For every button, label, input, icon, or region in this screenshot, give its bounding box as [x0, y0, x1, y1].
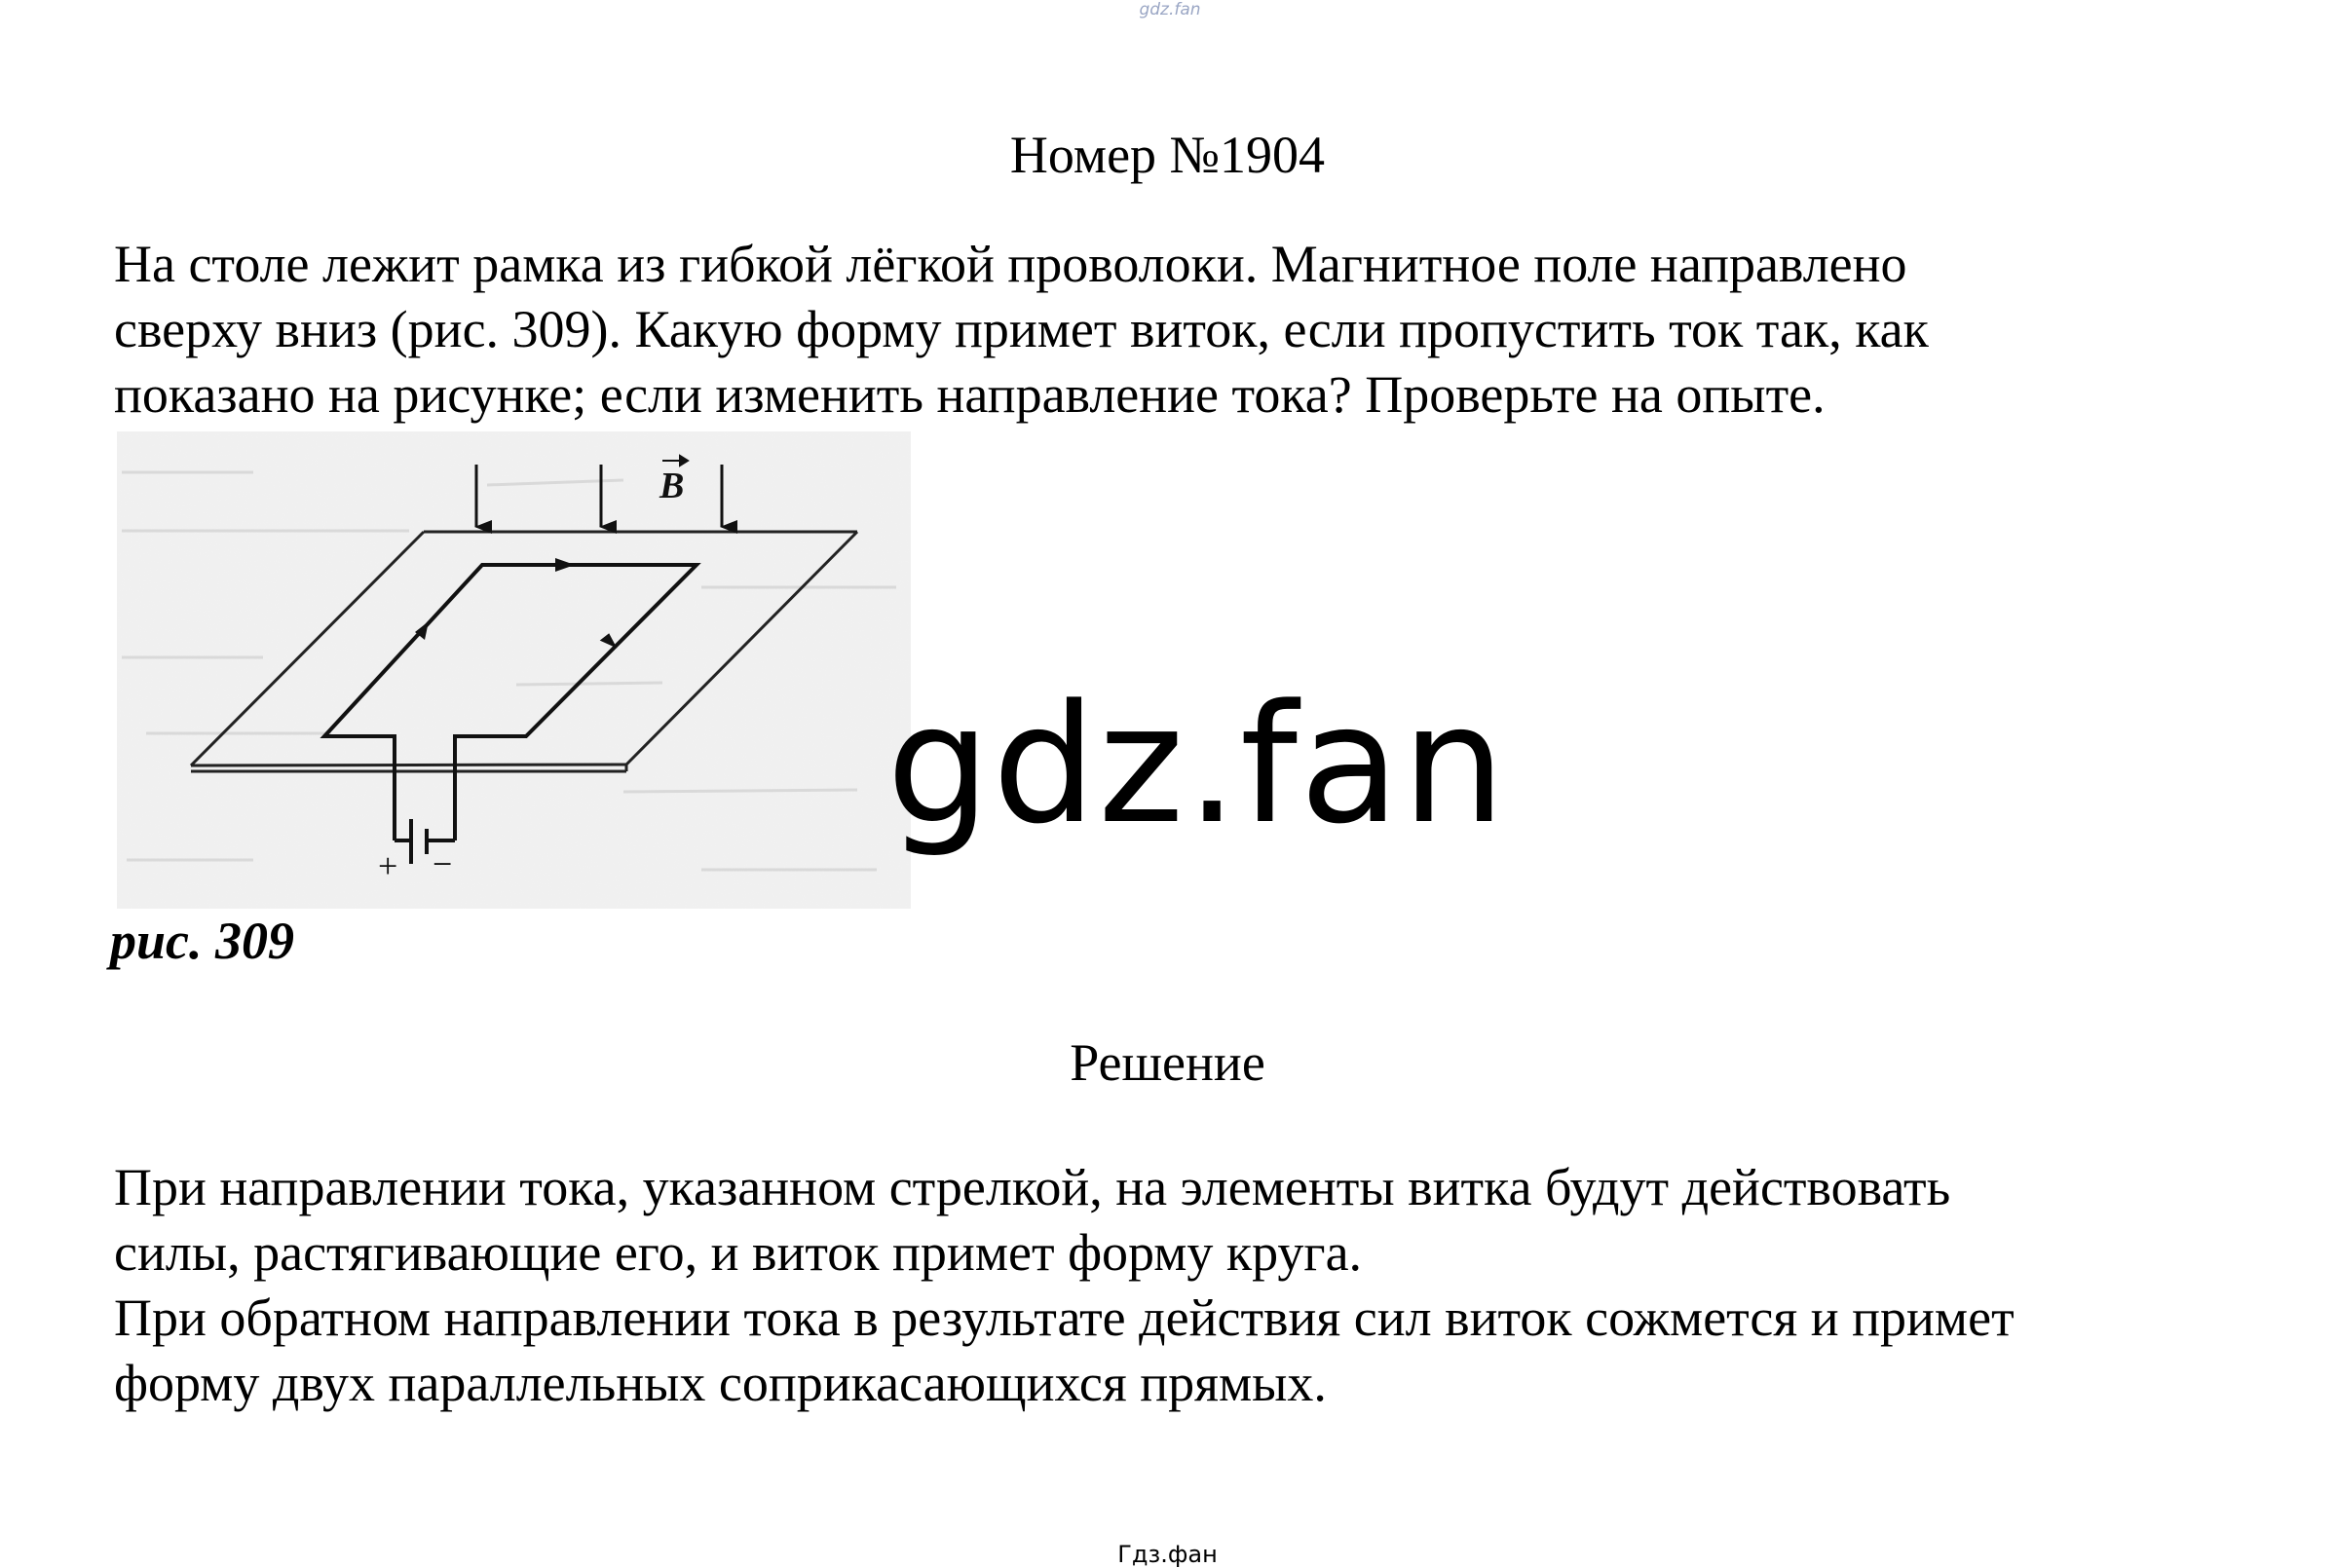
field-label-b: B	[659, 466, 685, 506]
solution-line: При направлении тока, указанном стрелкой, на элементы витка будут действовать	[114, 1158, 1951, 1216]
page-title: Номер №1904	[1009, 126, 1326, 184]
battery-minus-label: −	[433, 844, 453, 883]
problem-line: сверху вниз (рис. 309). Какую форму примет виток, если пропустить ток так, как	[114, 300, 1929, 358]
problem-line: На столе лежит рамка из гибкой лёгкой проволоки. Магнитное поле направлено	[114, 235, 1907, 293]
solution-line: При обратном направлении тока в результате действия сил виток сожмется и примет	[114, 1288, 2015, 1347]
top-watermark: gdz.fan	[1139, 0, 1201, 19]
figure-caption: рис. 309	[110, 912, 294, 970]
gdz-watermark: gdz.fan	[886, 669, 1508, 860]
solution-line: силы, растягивающие его, и виток примет форму круга.	[114, 1223, 1363, 1282]
solution-text	[114, 1155, 2296, 1416]
solution-heading: Решение	[1070, 1033, 1265, 1092]
footer-site-name: Гдз.фан	[1117, 1541, 1218, 1568]
scan-noise	[117, 431, 911, 909]
problem-text	[114, 232, 2277, 428]
frame-diagram	[117, 431, 911, 909]
solution-line: форму двух параллельных соприкасающихся прямых.	[114, 1354, 1327, 1412]
problem-line: показано на рисунке; если изменить направление тока? Проверьте на опыте.	[114, 365, 1826, 424]
battery-plus-label: +	[378, 846, 398, 885]
figure-309	[117, 431, 911, 909]
